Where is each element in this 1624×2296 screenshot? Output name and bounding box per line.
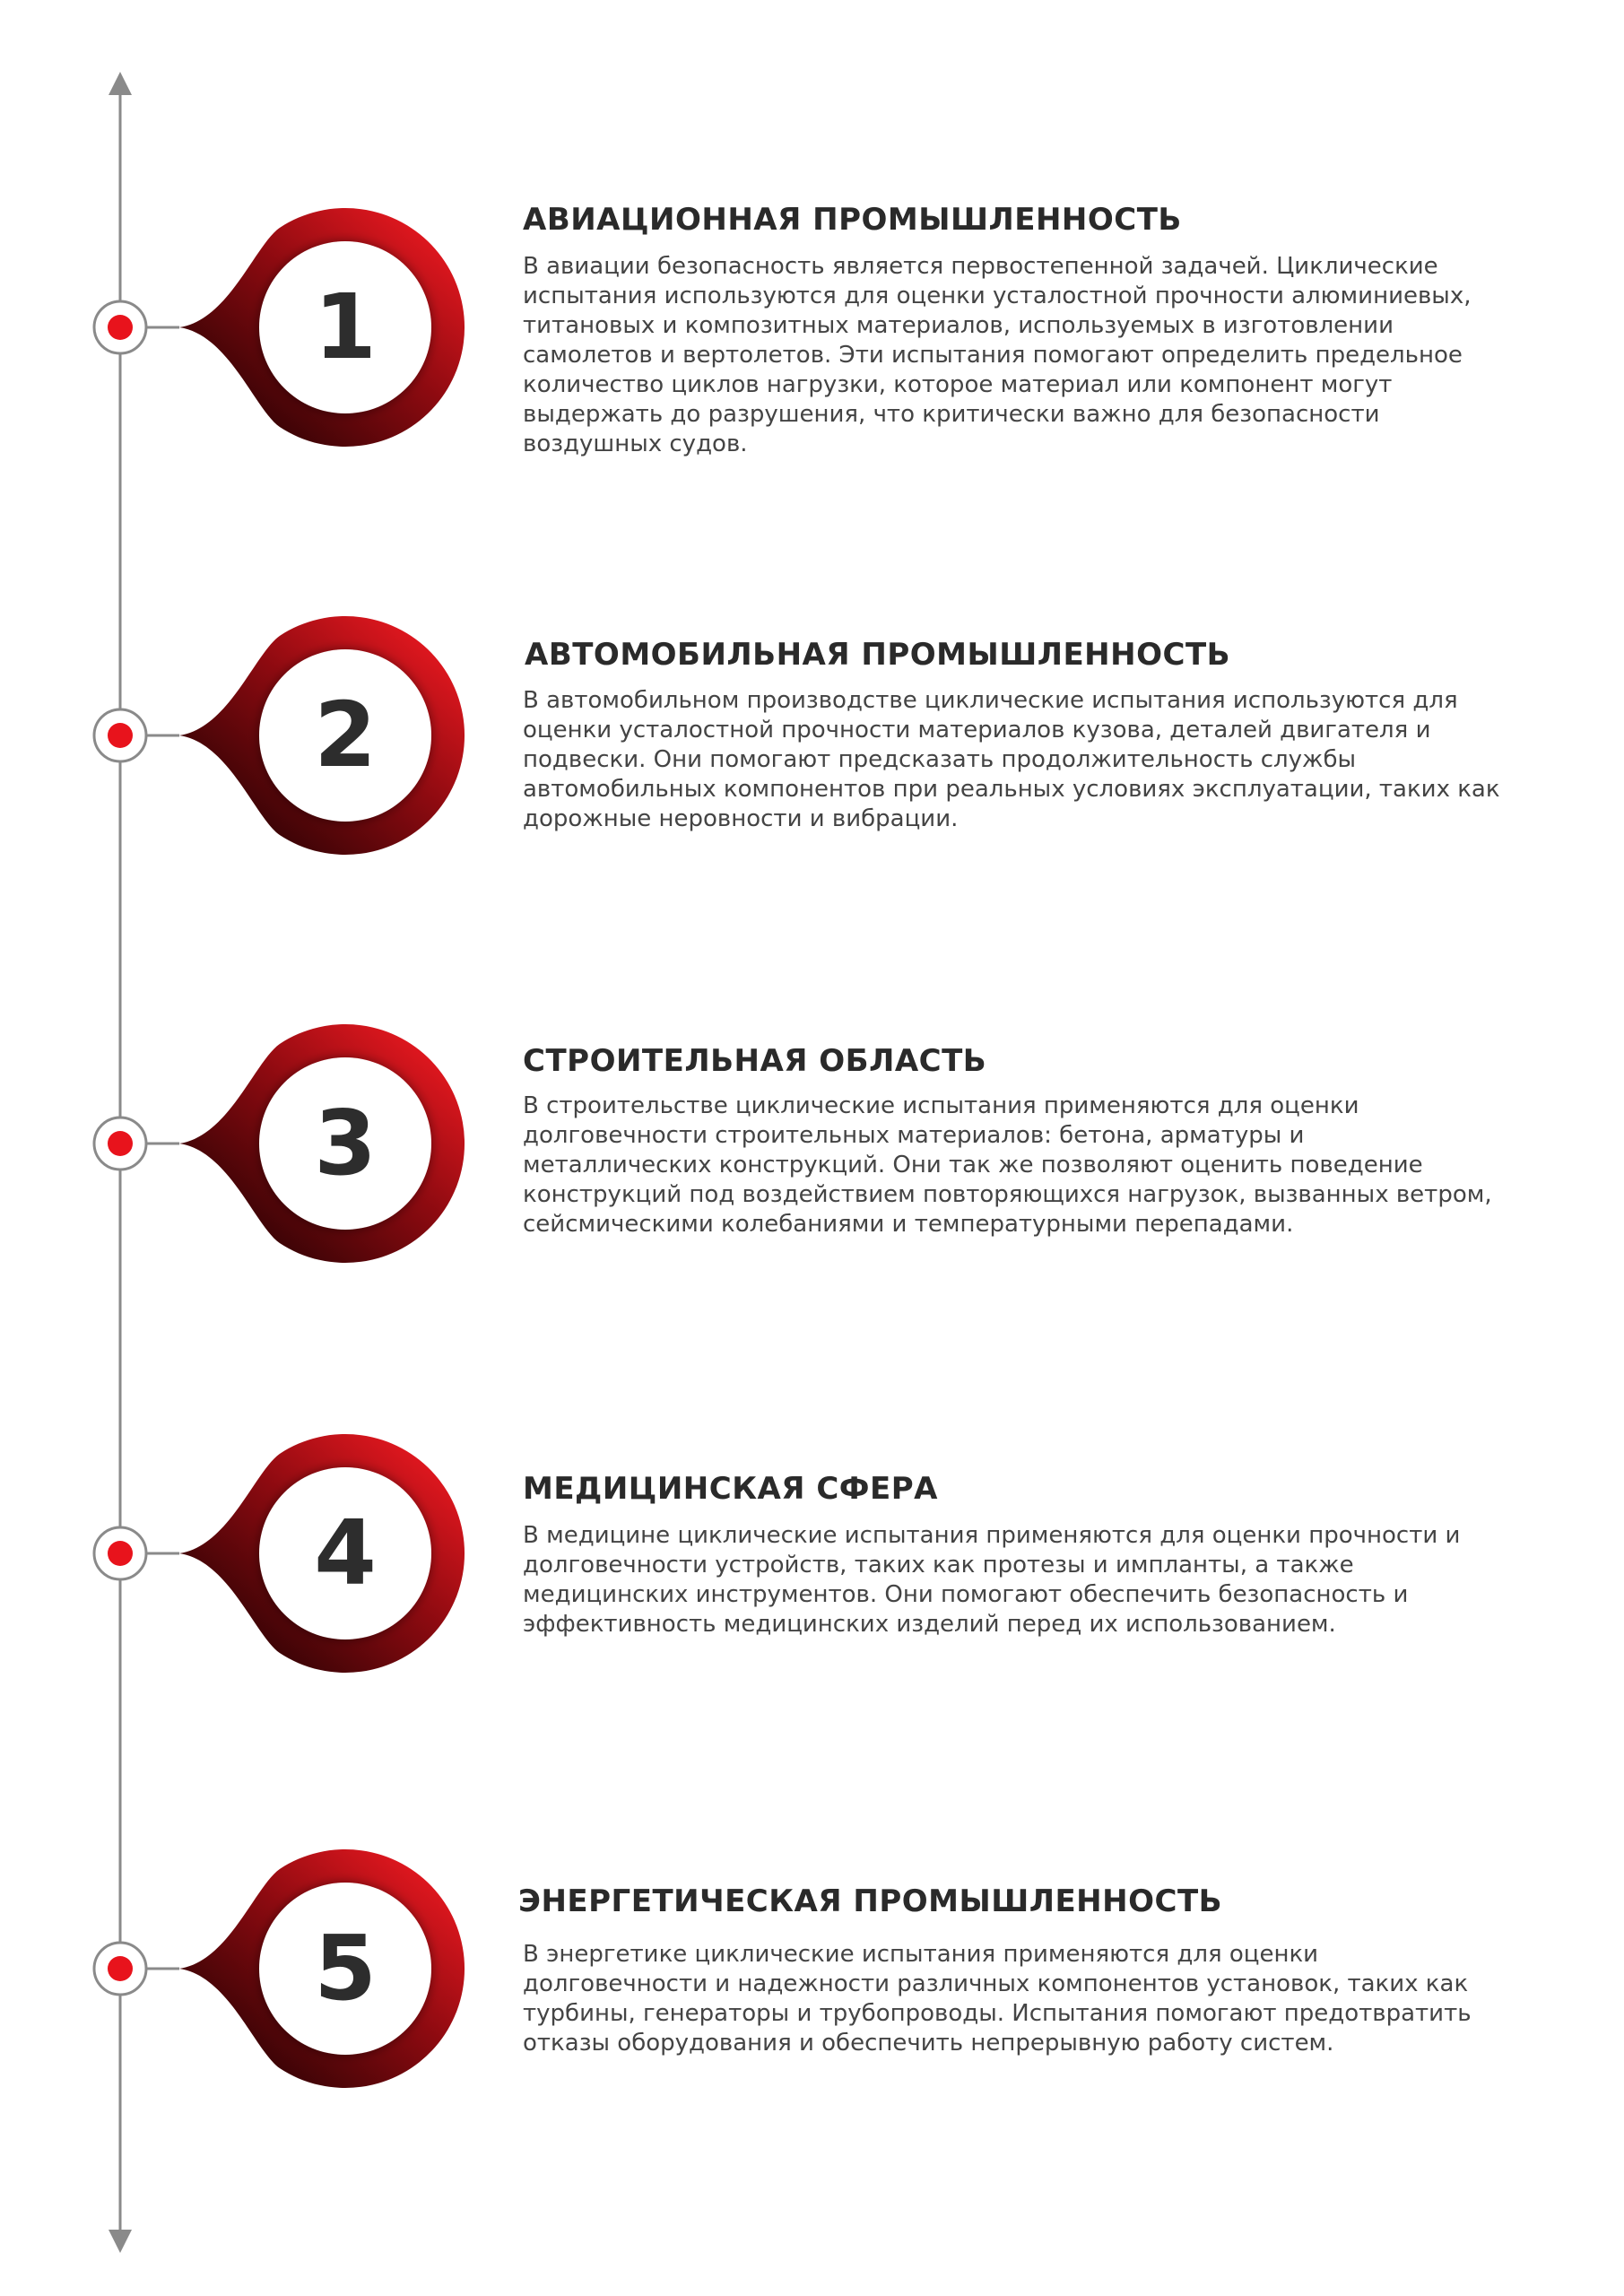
step-number: 3 bbox=[314, 1091, 377, 1196]
item-title-5: ЭНЕРГЕТИЧЕСКАЯ ПРОМЫШЛЕННОСТЬ bbox=[518, 1883, 1223, 1919]
item-description-2: В автомобильном производстве циклические испытания используются для оценки усталостной прочности материалов кузова, деталей двигателя и подвески. Они помогают предсказать продолжительность службы автомобильных компонентов при реальных условиях эксплуатации, таких как дорожные неровности и вибрации. bbox=[523, 687, 1500, 832]
item-description-5: В энергетике циклические испытания применяются для оценки долговечности и надежности различных компонентов установок, таких как турбины, генераторы и трубопроводы. Испытания помогают предотвратить отказы оборудования и обеспечить непрерывную работу систем. bbox=[523, 1941, 1472, 2057]
item-title-2: АВТОМОБИЛЬНАЯ ПРОМЫШЛЕННОСТЬ bbox=[525, 637, 1231, 673]
axis-dot-core bbox=[108, 1131, 133, 1156]
timeline-marker-3 bbox=[94, 1024, 465, 1263]
timeline-marker-1 bbox=[94, 208, 465, 447]
axis-dot-core bbox=[108, 315, 133, 340]
axis-dot-core bbox=[108, 1541, 133, 1566]
timeline-marker-2 bbox=[94, 616, 465, 855]
item-title-4: МЕДИЦИНСКАЯ СФЕРА bbox=[523, 1471, 938, 1507]
step-number: 5 bbox=[314, 1916, 377, 2021]
item-title-3: СТРОИТЕЛЬНАЯ ОБЛАСТЬ bbox=[523, 1043, 987, 1079]
timeline-marker-4 bbox=[94, 1434, 465, 1673]
step-number: 2 bbox=[314, 683, 377, 787]
axis-arrow-down-icon bbox=[109, 2230, 132, 2253]
item-description-3: В строительстве циклические испытания применяются для оценки долговечности строительных материалов: бетона, арматуры и металлических конструкций. Они так же позволяют оценить поведение конструкций под воздействием повторяющихся нагрузок, вызванных ветром, сейсмическими колебаниями и температурными перепадами. bbox=[523, 1092, 1492, 1238]
item-description-1: В авиации безопасность является первостепенной задачей. Циклические испытания используются для оценки усталостной прочности алюминиевых, титановых и композитных материалов, используемых в изготовлении самолетов и вертолетов. Эти испытания помогают определить предельное количество циклов нагрузки, которое материал или компонент могут выдержать до разрушения, что критически важно для безопасности воздушных судов. bbox=[523, 253, 1472, 457]
step-number: 4 bbox=[314, 1500, 377, 1605]
axis-dot-core bbox=[108, 1956, 133, 1981]
step-number: 1 bbox=[314, 274, 377, 379]
timeline-marker-5 bbox=[94, 1849, 465, 2088]
item-description-4: В медицине циклические испытания применяются для оценки прочности и долговечности устройств, таких как протезы и импланты, а также медицинских инструментов. Они помогают обеспечить безопасность и эффективность медицинских изделий перед их использованием. bbox=[523, 1522, 1461, 1638]
item-title-1: АВИАЦИОННАЯ ПРОМЫШЛЕННОСТЬ bbox=[523, 202, 1182, 238]
axis-arrow-up-icon bbox=[109, 72, 132, 95]
axis-dot-core bbox=[108, 723, 133, 748]
